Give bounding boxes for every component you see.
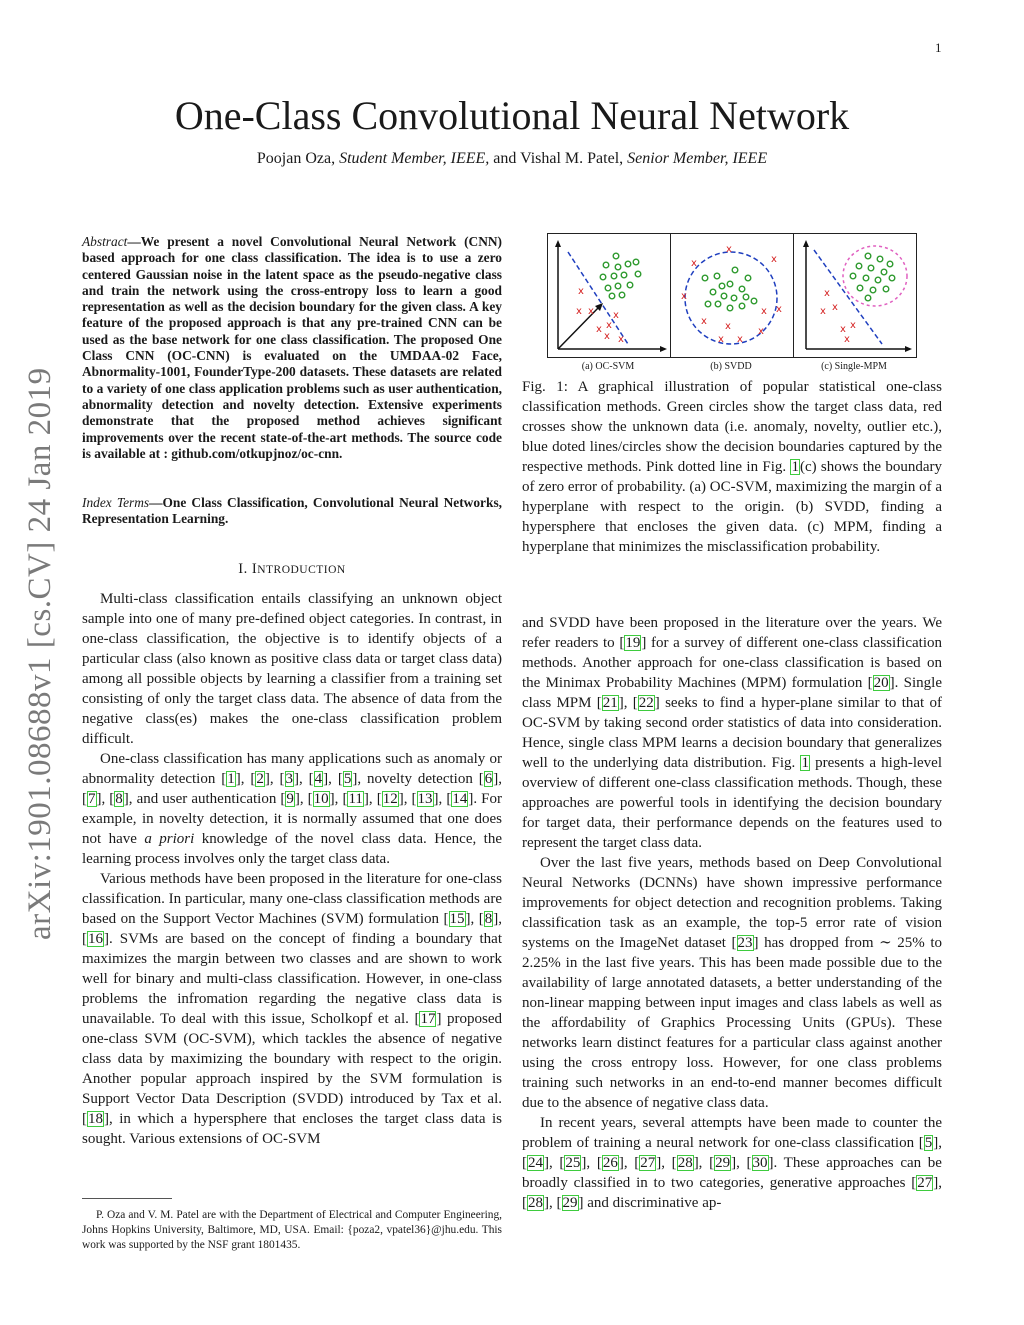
svg-text:x: x	[606, 320, 612, 331]
svg-text:x: x	[725, 321, 731, 332]
svg-text:x: x	[588, 306, 594, 317]
section-title-rest: NTRODUCTION	[257, 564, 346, 576]
citation-link[interactable]: 8	[115, 791, 123, 807]
citation-link[interactable]: 10	[313, 791, 329, 807]
paragraph: One-class classification has many applications such as anomaly or abnormality detection [1], [2], [3], [4], [5], novelty detection [6], [7], [8], and user authentication [9], [10], [11], [12], [13], [14]. For example, in novelty detection, it is normally assumed that one does not have a priori knowledge of the novel class data. Hence, the learning process involves only the target class data.	[82, 751, 503, 867]
figure-1-panels	[547, 233, 917, 358]
citation-link[interactable]: 20	[873, 675, 889, 691]
citation-link[interactable]: 17	[420, 1011, 436, 1027]
subcaption-b: (b) SVDD	[710, 361, 752, 372]
citation-link[interactable]: 28	[528, 1195, 543, 1211]
citation-link[interactable]: 11	[348, 791, 363, 807]
citation-link[interactable]: 18	[88, 1111, 103, 1127]
target-class-points	[600, 253, 641, 299]
abstract: Abstract—We present a novel Convolutional Neural Network (CNN) based approach for one class classification. The idea is to use a zero centered Gaussian noise in the latent space as the pseudo-negative class and train the network using the cross-entropy loss to learn a good representation as well as the decision boundary for the given class. A key feature of the proposed approach is that any pre-trained CNN can be used as the base network for one class classification. The proposed One Class CNN (OC-CNN) is evaluated on the UMDAA-02 Face, Abnormality-1001, FounderType-200 datasets. These datasets are related to a variety of one class application problems such as user authentication, abnormality detection and novelty detection. Extensive experiments demonstrate that the proposed method achieves significant improvements over the recent state-of-the-art methods. The source code is available at : github.com/otkupjnoz/oc-cnn.	[82, 234, 502, 461]
citation-link[interactable]: 15	[449, 911, 465, 927]
author-2-role: Senior Member, IEEE	[627, 150, 768, 167]
svg-text:x: x	[578, 286, 584, 297]
citation-link[interactable]: 22	[638, 695, 654, 711]
abstract-label: Abstract	[82, 234, 128, 249]
y-axis-arrow	[803, 240, 809, 247]
svg-text:x: x	[840, 324, 846, 335]
svg-text:x: x	[832, 302, 838, 313]
svg-text:x: x	[691, 258, 697, 269]
citation-link[interactable]: 24	[528, 1155, 543, 1171]
section-numeral: I.	[238, 561, 248, 577]
paragraph: Various methods have been proposed in the literature for one-class classification. In particular, many one-class classification methods are based on the Support Vector Machines (SVM) formulation [15], [8], [16]. SVMs are based on the concept of finding a boundary that maximizes the margin between two classes and are shown to work well for binary and multi-class classification. However, in one-class problems the infromation regarding the negative class data is unavailable. To deal with this issue, Scholkopf et al. [17] proposed one-class SVM (OC-SVM), which tackles the absence of negative class data by maximizing the boundary with respect to the origin. Another popular approach inspired by the SVM formulation is Support Vector Data Description (SVDD) introduced by Tax et al. [18], in which a hypersphere that encloses the target class data is sought. Various extensions of OC-SVM	[82, 871, 502, 1147]
subcaption-a: (a) OC-SVM	[581, 361, 635, 372]
citation-link[interactable]: 25	[565, 1155, 581, 1171]
index-terms: Index Terms—One Class Classification, Convolutional Neural Networks, Representation Learning.	[82, 495, 503, 527]
citation-link[interactable]: 9	[286, 791, 294, 807]
target-class-points	[850, 253, 895, 301]
svg-text:x: x	[726, 244, 732, 255]
abstract-text: We present a novel Convolutional Neural Network (CNN) based approach for one class classification. The idea is to use a zero centered Gaussian noise in the latent space as the pseudo-negative class and train the network using the cross-entropy loss to learn a good representation as well as the decision boundary for the given class. A key feature of the proposed approach is that any pre-trained CNN can be used as the base network for one class classification. The proposed One Class CNN (OC-CNN) is evaluated on the UMDAA-02 Face, Abnormality-1001, FounderType-200 datasets. These datasets are related to a variety of one class application problems such as user authentication, abnormality detection and novelty detection. Extensive experiments demonstrate that the proposed method achieves significant improvements over the recent state-of-the-art methods. The source code is available at : github.com/otkupjnoz/oc-cnn.	[82, 234, 502, 461]
figure-1-graphic	[548, 234, 916, 357]
subcaption-c: (c) Single-MPM	[821, 361, 887, 372]
page-number: 1	[935, 40, 942, 55]
paragraph: In recent years, several attempts have been made to counter the problem of training a neural network for one-class classification [5], [24], [25], [26], [27], [28], [29], [30]. These approaches can be broadly classified in to two categories, generative approaches [27], [28], [29] and discriminative ap-	[522, 1115, 942, 1211]
svg-text:x: x	[771, 254, 777, 265]
paragraph: and SVDD have been proposed in the literature over the years. We refer readers to [19] for a survey of different one-class classification methods. Another approach for one-class classification is based on the Minimax Probability Machines (MPM) formulation [20]. Single class MPM [21], [22] seeks to find a hyper-plane similar to that of OC-SVM by taking second order statistics of data into consideration. Hence, single class MPM learns a decision boundary that generalizes well to the underlying data distribution. Fig. 1 presents a high-level overview of different one-class classification methods. Though, these approaches are powerful tools in identifying the decision boundary for target data, their performance depends on the features used to represent the target class data.	[522, 615, 942, 851]
svg-text:x: x	[776, 304, 782, 315]
unknown-class-points	[681, 244, 782, 345]
y-axis-arrow	[555, 240, 561, 247]
svg-text:x: x	[618, 334, 624, 345]
svg-text:x: x	[844, 334, 850, 345]
citation-link[interactable]: 16	[88, 931, 103, 947]
paragraph: Multi-class classification entails classifying an unknown object sample into one of many pre-defined object categories. In contrast, in one-class classification, the objective is to identify objects of a particular class (also known as positive class data or target class data) among all possible objects by learning a classifier from a training set consisting of only the target class data. The absence of data from the negative class(es) makes the one-class classification problem difficult.	[82, 591, 502, 747]
author-1: Poojan Oza,	[256, 150, 336, 167]
citation-link[interactable]: 5	[343, 771, 352, 787]
citation-link[interactable]: 14	[452, 791, 468, 807]
citation-link[interactable]: 13	[417, 791, 433, 807]
citation-link[interactable]: 3	[285, 771, 294, 787]
figure-1-subcaptions	[547, 361, 915, 375]
target-class-points	[702, 267, 757, 311]
intro-right-column	[522, 613, 942, 1213]
figure-link[interactable]: 1	[801, 755, 809, 771]
citation-link[interactable]: 21	[602, 695, 618, 711]
svg-text:x: x	[761, 306, 767, 317]
citation-link[interactable]: 1	[227, 771, 235, 787]
footnote-divider	[82, 1198, 172, 1199]
figure-link[interactable]: 1	[791, 459, 799, 475]
x-axis-arrow	[660, 346, 667, 352]
citation-link[interactable]: 27	[640, 1155, 656, 1171]
citation-link[interactable]: 8	[484, 911, 493, 927]
svg-text:x: x	[737, 334, 743, 345]
citation-link[interactable]: 2	[256, 771, 264, 787]
svg-text:x: x	[701, 316, 707, 327]
citation-link[interactable]: 6	[484, 771, 493, 787]
citation-link[interactable]: 19	[625, 635, 641, 651]
svg-text:x: x	[596, 324, 602, 335]
section-heading-introduction	[82, 561, 502, 578]
citation-link[interactable]: 29	[715, 1155, 731, 1171]
citation-link[interactable]: 5	[924, 1135, 933, 1151]
paragraph: Over the last five years, methods based on Deep Convolutional Neural Networks (DCNNs) have shown impressive performance improvements for object detection and recognition problems. Taking classification task as an example, the top-5 error rate of vision systems on the ImageNet dataset [23] has dropped from ∼ 25% to 2.25% in the last five years. This has been made possible due to the availability of large annotated datasets, a better understanding of the non-linear mapping between input images and class labels as well as the affordability of Graphics Processing Units (GPUs). These networks learn distinct features for a particular class against another using the cross entropy loss. However, for one class problems training such networks in an end-to-end manner becomes difficult due to the absence of negative class data.	[522, 855, 942, 1111]
svg-text:x: x	[850, 320, 856, 331]
x-axis-arrow	[905, 346, 912, 352]
citation-link[interactable]: 12	[382, 791, 398, 807]
unknown-class-points	[820, 288, 856, 345]
intro-left-column	[82, 589, 502, 1149]
svg-text:x: x	[718, 334, 724, 345]
section-first-letter: I	[251, 561, 258, 577]
svg-text:x: x	[613, 310, 619, 321]
author-1-role: Student Member, IEEE,	[339, 150, 490, 167]
arxiv-identifier[interactable]: arXiv:1901.08688v1 [cs.CV] 24 Jan 2019	[22, 367, 58, 940]
zero-error-boundary	[843, 246, 907, 306]
svg-text:x: x	[820, 306, 826, 317]
svg-text:x: x	[576, 306, 582, 317]
panel-single-mpm	[803, 240, 912, 352]
citation-link[interactable]: 29	[562, 1195, 578, 1211]
figure-caption-label: Fig. 1:	[522, 379, 568, 395]
citation-link[interactable]: 26	[602, 1155, 618, 1171]
panel-oc-svm	[555, 240, 667, 352]
svg-text:x: x	[758, 326, 764, 337]
index-terms-label: Index Terms	[82, 495, 150, 510]
author-line	[0, 150, 1024, 168]
citation-link[interactable]: 4	[314, 771, 323, 787]
citation-link[interactable]: 7	[88, 791, 96, 807]
citation-link[interactable]: 27	[917, 1175, 933, 1191]
citation-link[interactable]: 28	[677, 1155, 693, 1171]
paper-title: One-Class Convolutional Neural Network	[174, 93, 850, 138]
index-terms-text: One Class Classification, Convolutional Neural Networks, Representation Learning.	[82, 495, 503, 527]
author-conjunction: and	[493, 150, 517, 167]
citation-link[interactable]: 30	[752, 1155, 768, 1171]
citation-link[interactable]: 23	[737, 935, 753, 951]
svg-text:x: x	[681, 291, 687, 302]
svg-text:x: x	[824, 288, 830, 299]
panel-svdd	[681, 244, 782, 345]
svg-text:x: x	[604, 331, 610, 342]
author-affiliation-footnote: P. Oza and V. M. Patel are with the Department of Electrical and Computer Engineering, Johns Hopkins University, Baltimore, MD, USA. Email: {poza2, vpatel36}@jhu.edu. This work was supported by the NSF grant 1801435.	[82, 1209, 502, 1251]
figure-1-caption: Fig. 1: A graphical illustration of popular statistical one-class classification methods. Green circles show the target class data, red crosses show the unknown data (i.e. anomaly, novelty, outlier etc.), blue doted lines/circles show the decision boundaries captured by the respective methods. Pink dotted line in Fig. 1(c) shows the boundary of zero error of probability. (a) OC-SVM, maximizing the margin of a hyperplane with respect to the origin. (b) SVDD, finding a hypersphere that encloses the given data. (c) MPM, finding a hyperplane that minimizes the misclassification probability.	[522, 379, 943, 555]
author-2: Vishal M. Patel,	[520, 150, 624, 167]
unknown-class-points	[576, 286, 624, 345]
